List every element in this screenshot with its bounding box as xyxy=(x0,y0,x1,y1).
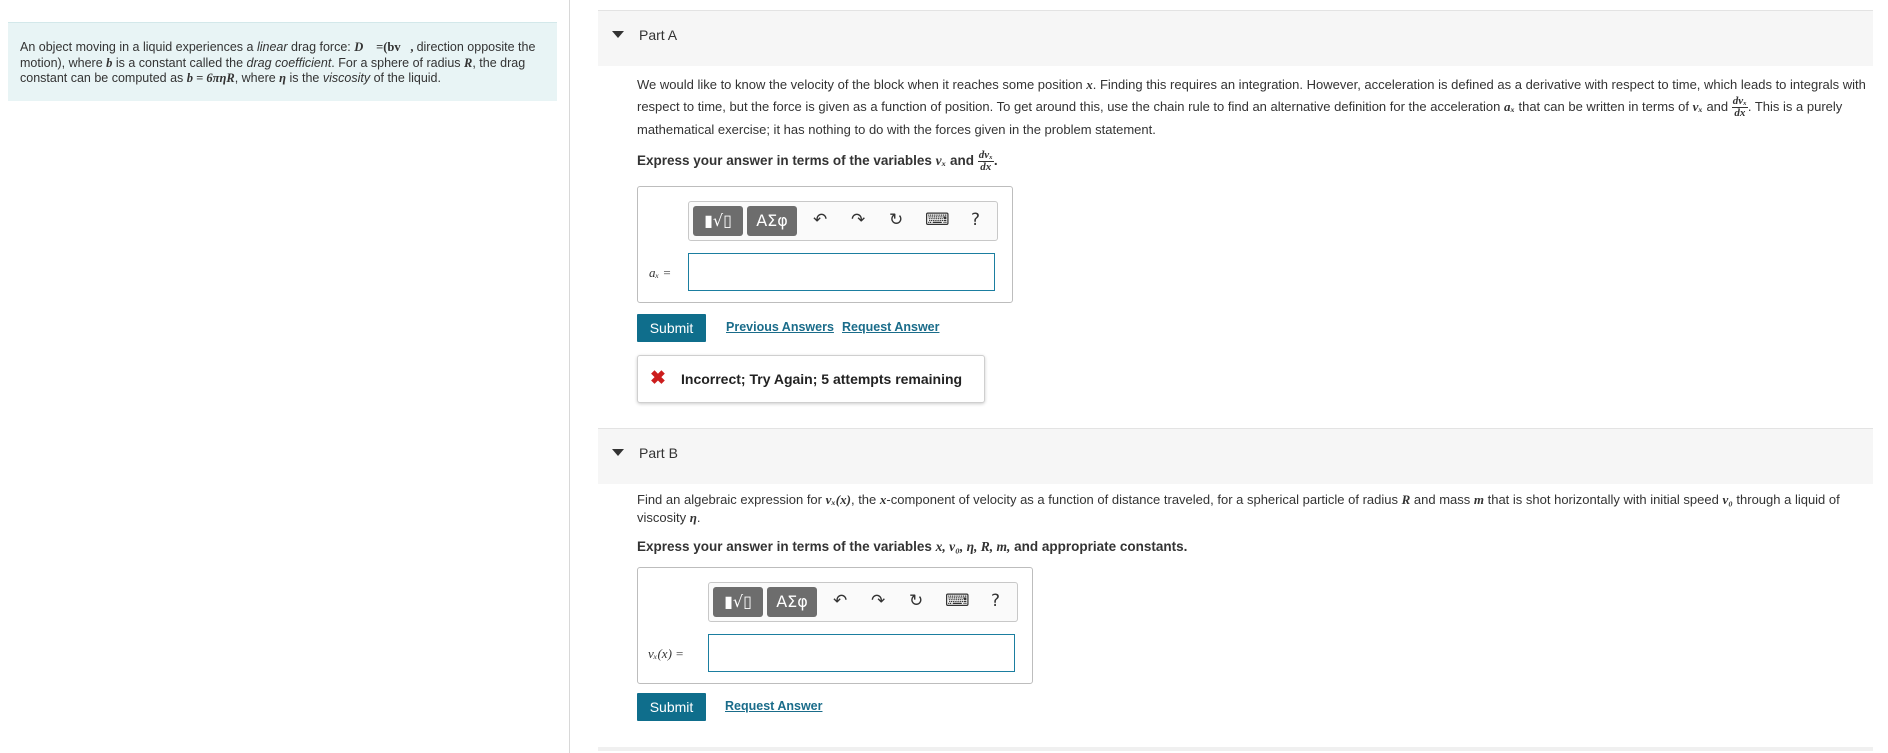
part-b-express xyxy=(637,539,1187,555)
fraction-numerator: dvₓ xyxy=(978,149,993,161)
request-answer-link[interactable]: Request Answer xyxy=(725,699,823,713)
eta-symbol: η xyxy=(279,71,287,85)
math-toolbar xyxy=(688,201,998,241)
reset-icon[interactable]: ↻ xyxy=(889,210,904,230)
intro-text: , the drag constant can be computed as xyxy=(20,55,526,85)
intro-text: drag force: xyxy=(287,40,355,54)
intro-drag-coefficient: drag coefficient xyxy=(246,55,332,70)
part-b-header[interactable] xyxy=(598,428,1873,484)
part-a-instructions xyxy=(637,74,1869,141)
feedback-box xyxy=(637,355,985,403)
fraction-numerator: dvₓ xyxy=(1732,95,1747,108)
part-a-express xyxy=(637,150,998,173)
part-a-text: and xyxy=(1702,99,1732,114)
request-answer-link[interactable]: Request Answer xyxy=(842,320,940,334)
intro-text: is a constant called the xyxy=(112,55,247,70)
b-symbol: b xyxy=(106,55,113,70)
intro-viscosity: viscosity xyxy=(322,71,371,85)
part-a-text: . Finding this requires an integration. However, acceleration is defined as a derivative with respect to time, which leads to integrals with respect to time, but the force is given as a function of position. To get around this, use the chain rule to find an alternative definition for the acceleration xyxy=(637,77,1866,114)
redo-icon[interactable]: ↷ xyxy=(871,591,886,611)
collapse-arrow-icon[interactable] xyxy=(612,31,624,38)
templates-button[interactable]: ▮√▯ xyxy=(713,587,763,617)
problem-intro xyxy=(8,22,557,101)
part-a-text: that can be written in terms of xyxy=(1514,99,1693,114)
express-text: Express your answer in terms of the variables xyxy=(637,153,936,169)
part-b-text: . xyxy=(696,510,701,525)
part-b-text: and mass xyxy=(1410,492,1474,507)
fraction-denominator: dx xyxy=(1734,107,1746,120)
part-a-text: We would like to know the velocity of the block when it reaches some position xyxy=(637,77,1087,92)
express-variables: x, v₀, η, R, m, xyxy=(935,539,1011,554)
intro-text: An object moving in a liquid experiences a xyxy=(20,40,257,54)
part-b-text: -component of velocity as a function of distance traveled, for a spherical particle of radius xyxy=(886,492,1402,507)
part-a-answer-box xyxy=(637,186,1013,303)
answer-input[interactable] xyxy=(708,634,1015,672)
templates-button[interactable]: ▮√▯ xyxy=(693,206,743,236)
answer-input[interactable] xyxy=(688,253,995,291)
part-b-text: that is shot horizontally with initial speed xyxy=(1484,492,1723,507)
v0-symbol: v₀ xyxy=(1722,492,1733,507)
greek-symbols-button[interactable]: ΑΣφ xyxy=(747,206,797,236)
intro-text: , where xyxy=(234,71,280,85)
part-b-title: Part B xyxy=(639,445,678,461)
help-icon[interactable]: ? xyxy=(971,210,981,230)
dvx-dx-fraction xyxy=(1732,96,1748,119)
undo-icon[interactable]: ↶ xyxy=(833,591,848,611)
x-symbol: x xyxy=(879,492,887,507)
drag-force-symbol: D⃗ xyxy=(354,40,373,54)
intro-text: of the liquid. xyxy=(370,71,441,85)
express-text: and xyxy=(946,153,978,169)
intro-text: is the xyxy=(286,71,323,85)
express-text: and appropriate constants. xyxy=(1010,539,1188,554)
keyboard-icon[interactable]: ⌨ xyxy=(945,591,970,611)
redo-icon[interactable]: ↷ xyxy=(851,210,866,230)
keyboard-icon[interactable]: ⌨ xyxy=(925,210,950,230)
x-symbol: x xyxy=(1086,77,1093,92)
reset-icon[interactable]: ↻ xyxy=(909,591,924,611)
greek-symbols-button[interactable]: ΑΣφ xyxy=(767,587,817,617)
intro-text: direction opposite the motion), where xyxy=(20,40,536,70)
incorrect-icon: ✖ xyxy=(650,368,666,389)
section-bottom-border xyxy=(598,747,1873,751)
part-a-header[interactable] xyxy=(598,10,1873,66)
answer-variable-label: vₓ(x) = xyxy=(648,646,684,661)
part-b-text: Find an algebraic expression for xyxy=(637,492,826,507)
vx-symbol: vₓ xyxy=(935,153,947,169)
answer-variable-label: aₓ = xyxy=(649,265,672,280)
express-text: . xyxy=(993,153,998,169)
part-a-title: Part A xyxy=(639,27,678,43)
submit-button[interactable]: Submit xyxy=(637,314,706,342)
drag-constant-formula: b = 6πηR xyxy=(186,71,235,85)
intro-text: . For a sphere of radius xyxy=(331,55,464,70)
express-text: Express your answer in terms of the variables xyxy=(637,539,936,554)
vx-of-x-symbol: vₓ(x) xyxy=(825,492,851,507)
dvx-dx-fraction xyxy=(978,150,994,173)
math-toolbar xyxy=(708,582,1018,622)
r-symbol: R xyxy=(1401,492,1411,507)
part-b-answer-box xyxy=(637,567,1033,684)
column-divider xyxy=(569,0,570,753)
feedback-message: Incorrect; Try Again; 5 attempts remaining xyxy=(681,371,963,387)
drag-force-equation: =(bv⃗, xyxy=(372,40,417,54)
collapse-arrow-icon[interactable] xyxy=(612,449,624,456)
r-symbol: R xyxy=(464,55,473,70)
intro-linear: linear xyxy=(256,40,288,54)
part-b-text: , the xyxy=(850,492,880,507)
undo-icon[interactable]: ↶ xyxy=(813,210,828,230)
part-b-instructions xyxy=(637,491,1869,527)
help-icon[interactable]: ? xyxy=(991,591,1001,611)
fraction-denominator: dx xyxy=(980,161,992,173)
ax-symbol: aₓ xyxy=(1503,99,1515,114)
part-b-text: through a liquid of viscosity xyxy=(637,492,1840,525)
eta-symbol: η xyxy=(689,510,697,525)
part-a-text: . This is a purely mathematical exercise; it has nothing to do with the forces given in the problem statement. xyxy=(637,99,1843,138)
vx-symbol: vₓ xyxy=(1692,99,1703,114)
previous-answers-link[interactable]: Previous Answers xyxy=(726,320,834,334)
submit-button[interactable]: Submit xyxy=(637,693,706,721)
m-symbol: m xyxy=(1473,492,1484,507)
